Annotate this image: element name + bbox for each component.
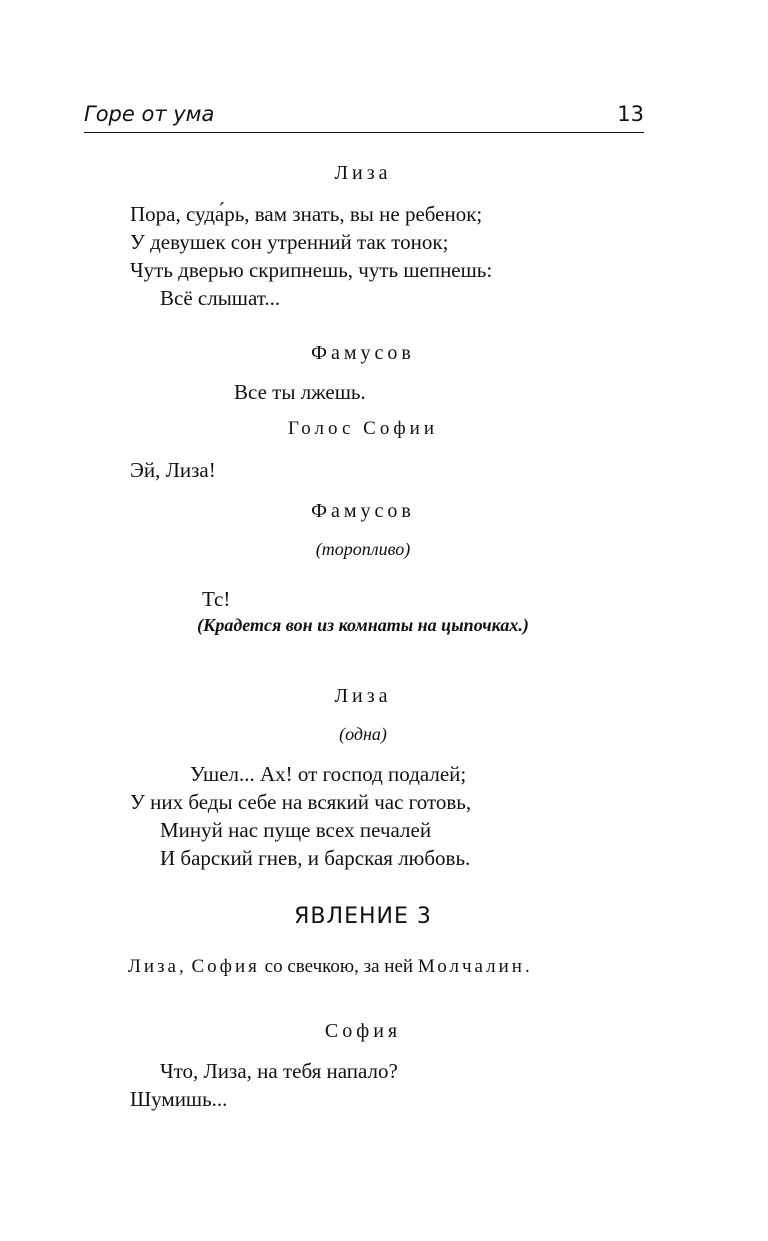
scene-cast bbox=[128, 956, 533, 978]
verse-line: У них беды себе на всякий час готовь, bbox=[130, 790, 472, 814]
speaker-name: Фамусов bbox=[311, 342, 415, 364]
verse-line: Пора, суда́рь, вам знать, вы не ребенок; bbox=[130, 202, 483, 226]
cast-name: Молчалин. bbox=[417, 956, 533, 977]
verse-line: Что, Лиза, на тебя напало? bbox=[160, 1059, 398, 1083]
cast-name: София bbox=[191, 956, 260, 977]
cast-text: со свечкою, за ней bbox=[264, 956, 414, 977]
verse-line: Эй, Лиза! bbox=[130, 458, 216, 482]
verse-line: Шумишь... bbox=[130, 1087, 228, 1111]
verse-line: Чуть дверью скрипнешь, чуть шепнешь: bbox=[130, 258, 493, 282]
book-title: Горе от ума bbox=[84, 102, 215, 126]
verse-line: Все ты лжешь. bbox=[234, 380, 366, 404]
verse-line: И барский гнев, и барская любовь. bbox=[160, 846, 471, 870]
verse-line: Всё слышат... bbox=[160, 286, 281, 310]
verse-line: Минуй нас пуще всех печалей bbox=[160, 818, 432, 842]
cast-name: Лиза, bbox=[128, 956, 187, 977]
stage-direction: (одна) bbox=[339, 724, 387, 744]
stage-direction: (Крадется вон из комнаты на цыпочках.) bbox=[197, 615, 529, 635]
running-header bbox=[84, 100, 644, 133]
speaker-name: Лиза bbox=[334, 162, 392, 184]
verse-line: Ушел... Ах! от господ подалей; bbox=[190, 762, 467, 786]
speaker-name: Голос Софии bbox=[287, 418, 439, 439]
page-number: 13 bbox=[617, 102, 644, 126]
speaker-name: Лиза bbox=[334, 685, 392, 707]
verse-line: Тс! bbox=[202, 587, 231, 611]
verse-line: У девушек сон утренний так тонок; bbox=[130, 230, 449, 254]
scene-title: ЯВЛЕНИЕ 3 bbox=[294, 904, 432, 929]
speaker-name: Фамусов bbox=[311, 500, 415, 522]
speaker-name: София bbox=[324, 1020, 402, 1042]
stage-direction: (торопливо) bbox=[315, 539, 411, 559]
